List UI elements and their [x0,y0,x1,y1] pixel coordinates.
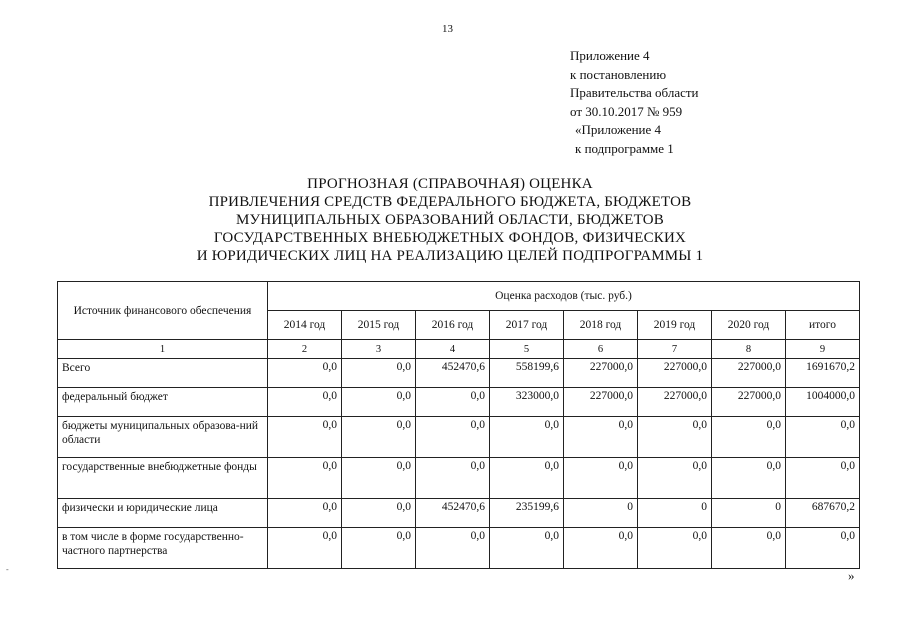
amount-cell: 227000,0 [638,388,712,417]
funding-source-cell: бюджеты муниципальных образова-ний области [58,417,268,458]
title-line: МУНИЦИПАЛЬНЫХ ОБРАЗОВАНИЙ ОБЛАСТИ, БЮДЖЕТОВ [235,212,665,228]
amount-cell: 0 [712,499,786,528]
amount-cell: 0,0 [490,458,564,499]
amount-cell: 227000,0 [638,359,712,388]
amount-cell: 0,0 [342,359,416,388]
amount-cell: 0,0 [416,458,490,499]
column-number: 7 [638,340,712,359]
column-number: 8 [712,340,786,359]
appendix-reference [570,47,699,158]
page-number: 13 [442,23,453,35]
amount-cell: 227000,0 [564,388,638,417]
year-column-header: 2019 год [638,311,712,340]
column-number: 9 [786,340,860,359]
amount-cell: 0,0 [416,388,490,417]
column-number: 4 [416,340,490,359]
table-row [58,528,860,569]
funding-source-cell: Всего [58,359,268,388]
title-line: ПРОГНОЗНАЯ (СПРАВОЧНАЯ) ОЦЕНКА [307,176,593,192]
table-row [58,388,860,417]
amount-cell: 0,0 [490,417,564,458]
amount-cell: 0,0 [416,417,490,458]
appendix-line: Правительства области [570,85,699,100]
amount-cell: 227000,0 [712,388,786,417]
amount-cell: 0,0 [786,417,860,458]
amount-cell: 0,0 [268,499,342,528]
year-column-header: 2017 год [490,311,564,340]
column-number: 2 [268,340,342,359]
amount-cell: 0,0 [638,528,712,569]
appendix-line: к подпрограмме 1 [575,140,674,156]
amount-cell: 0,0 [712,458,786,499]
funding-source-cell: в том числе в форме государственно-частного партнерства [58,528,268,569]
title-line: ГОСУДАРСТВЕННЫХ ВНЕБЮДЖЕТНЫХ ФОНДОВ, ФИЗИЧЕСКИХ [213,230,687,246]
appendix-line: к постановлению [570,66,667,82]
amount-cell: 0,0 [268,417,342,458]
amount-cell: 0,0 [268,388,342,417]
amount-cell: 235199,6 [490,499,564,528]
amount-cell: 0,0 [786,528,860,569]
funding-source-cell: физически и юридические лица [58,499,268,528]
column-number-row [58,340,860,359]
table-row [58,499,860,528]
amount-cell: 0,0 [490,528,564,569]
amount-cell: 0,0 [268,359,342,388]
source-column-header: Источник финансового обеспечения [58,282,268,340]
amount-cell: 558199,6 [490,359,564,388]
amount-cell: 0,0 [712,417,786,458]
amount-cell: 1691670,2 [786,359,860,388]
amount-cell: 0,0 [416,528,490,569]
amount-cell: 0,0 [268,458,342,499]
closing-quote: » [848,568,855,583]
amount-cell: 227000,0 [564,359,638,388]
table-row [58,417,860,458]
table-row [58,458,860,499]
column-number: 5 [490,340,564,359]
amount-cell: 452470,6 [416,359,490,388]
amount-cell: 1004000,0 [786,388,860,417]
year-column-header: 2014 год [268,311,342,340]
amount-cell: 0,0 [342,499,416,528]
amount-cell: 0,0 [342,388,416,417]
year-column-header: 2020 год [712,311,786,340]
amount-cell: 0,0 [638,458,712,499]
column-number: 1 [58,340,268,359]
amount-cell: 0,0 [564,528,638,569]
year-column-header: 2015 год [342,311,416,340]
funding-source-cell: государственные внебюджетные фонды [58,458,268,499]
column-number: 3 [342,340,416,359]
funding-source-cell: федеральный бюджет [58,388,268,417]
cost-estimate-header: Оценка расходов (тыс. руб.) [268,282,860,311]
amount-cell: 0,0 [342,458,416,499]
amount-cell: 0,0 [564,417,638,458]
table-body [58,359,860,569]
amount-cell: 323000,0 [490,388,564,417]
funding-estimate-table [57,281,860,569]
appendix-line: Приложение 4 [570,48,650,63]
year-column-header: 2018 год [564,311,638,340]
year-column-header: 2016 год [416,311,490,340]
amount-cell: 0,0 [712,528,786,569]
amount-cell: 0 [638,499,712,528]
amount-cell: 227000,0 [712,359,786,388]
amount-cell: 0,0 [786,458,860,499]
document-title [150,175,750,265]
amount-cell: 687670,2 [786,499,860,528]
title-line: И ЮРИДИЧЕСКИХ ЛИЦ НА РЕАЛИЗАЦИЮ ЦЕЛЕЙ ПОДПРОГРАММЫ 1 [196,248,704,264]
table-row [58,359,860,388]
amount-cell: 0,0 [564,458,638,499]
amount-cell: 0,0 [638,417,712,458]
amount-cell: 0,0 [268,528,342,569]
amount-cell: 452470,6 [416,499,490,528]
amount-cell: 0,0 [342,417,416,458]
title-line: ПРИВЛЕЧЕНИЯ СРЕДСТВ ФЕДЕРАЛЬНОГО БЮДЖЕТА, БЮДЖЕТОВ [208,194,692,210]
year-column-header: итого [786,311,860,340]
column-number: 6 [564,340,638,359]
amount-cell: 0 [564,499,638,528]
appendix-line: от 30.10.2017 № 959 [570,103,683,119]
amount-cell: 0,0 [342,528,416,569]
scan-edge-mark: - [6,565,9,574]
appendix-line: «Приложение 4 [575,122,662,137]
